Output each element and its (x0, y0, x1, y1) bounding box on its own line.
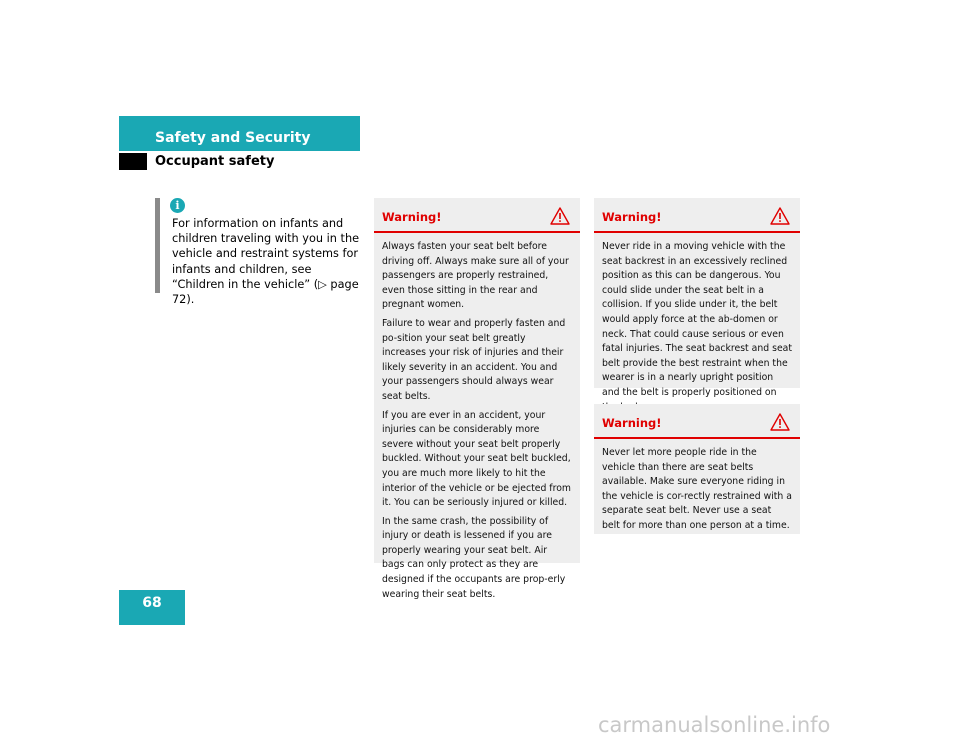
subsection-marker (119, 153, 147, 170)
info-note-bar (155, 198, 160, 293)
warning-box-reclined-seat (594, 198, 800, 398)
warning-triangle-icon (770, 207, 790, 225)
warning-paragraph: In the same crash, the possibility of injury or death is lessened if you are properly wearing your seat belt. Air bags can only protect as they are designed if the occupants are prop-erly wearing their seat belts. (382, 515, 566, 600)
page-number-text: 68 (142, 595, 162, 611)
warning-header (594, 198, 800, 233)
warning-title: Warning! (602, 416, 662, 430)
warning-paragraph: Failure to wear and properly fasten and po-sition your seat belt greatly increases your risk of injuries and their likely severity in an accident. You and your passengers should always wear seat belts. (382, 317, 566, 402)
warning-body (594, 233, 800, 427)
section-title: Safety and Security (155, 130, 311, 146)
warning-triangle-icon (770, 413, 790, 431)
section-header (119, 116, 360, 151)
info-note-text: For information on infants and children traveling with you in the vehicle and restraint systems for infants and children, see “Children in the vehicle” (▷ page 72). (172, 217, 360, 307)
warning-triangle-icon (550, 207, 570, 225)
warning-header (594, 404, 800, 439)
warning-box-seat-belt (374, 198, 580, 600)
warning-body (594, 439, 800, 546)
subsection-title: Occupant safety (155, 154, 275, 169)
warning-title: Warning! (602, 210, 662, 224)
warning-box-passenger-count (594, 404, 800, 534)
watermark: carmanualsonline.info (598, 713, 831, 737)
info-icon: i (170, 198, 185, 213)
warning-body (374, 233, 580, 614)
warning-header (374, 198, 580, 233)
warning-paragraph: Never ride in a moving vehicle with the seat backrest in an excessively reclined position as this can be dangerous. You could slide under the seat belt in a collision. If you slide under it, the belt would apply force at the ab-domen or neck. That could cause serious or even fatal injuries. The seat backrest and seat belt provide the best restraint when the wearer is in a nearly upright position and the belt is properly positioned on (602, 241, 793, 398)
warning-paragraph: If you are ever in an accident, your injuries can be considerably more severe without your seat belt properly buckled. Without your seat belt buckled, you are much more likely to hit the interior of the vehicle or be ejected from it. You can be seriously injured or killed. (382, 409, 571, 509)
warning-title: Warning! (382, 210, 442, 224)
warning-paragraph: Always fasten your seat belt before driving off. Always make sure all of your passengers are properly restrained, even those sitting in the rear and pregnant women. (382, 241, 569, 311)
page-number (119, 590, 185, 625)
warning-paragraph: Never let more people ride in the vehicle than there are seat belts available. Make sure everyone riding in the vehicle is cor-rectly restrained with a separate seat belt. Never use a seat belt for more than one person at a time. (602, 447, 792, 531)
